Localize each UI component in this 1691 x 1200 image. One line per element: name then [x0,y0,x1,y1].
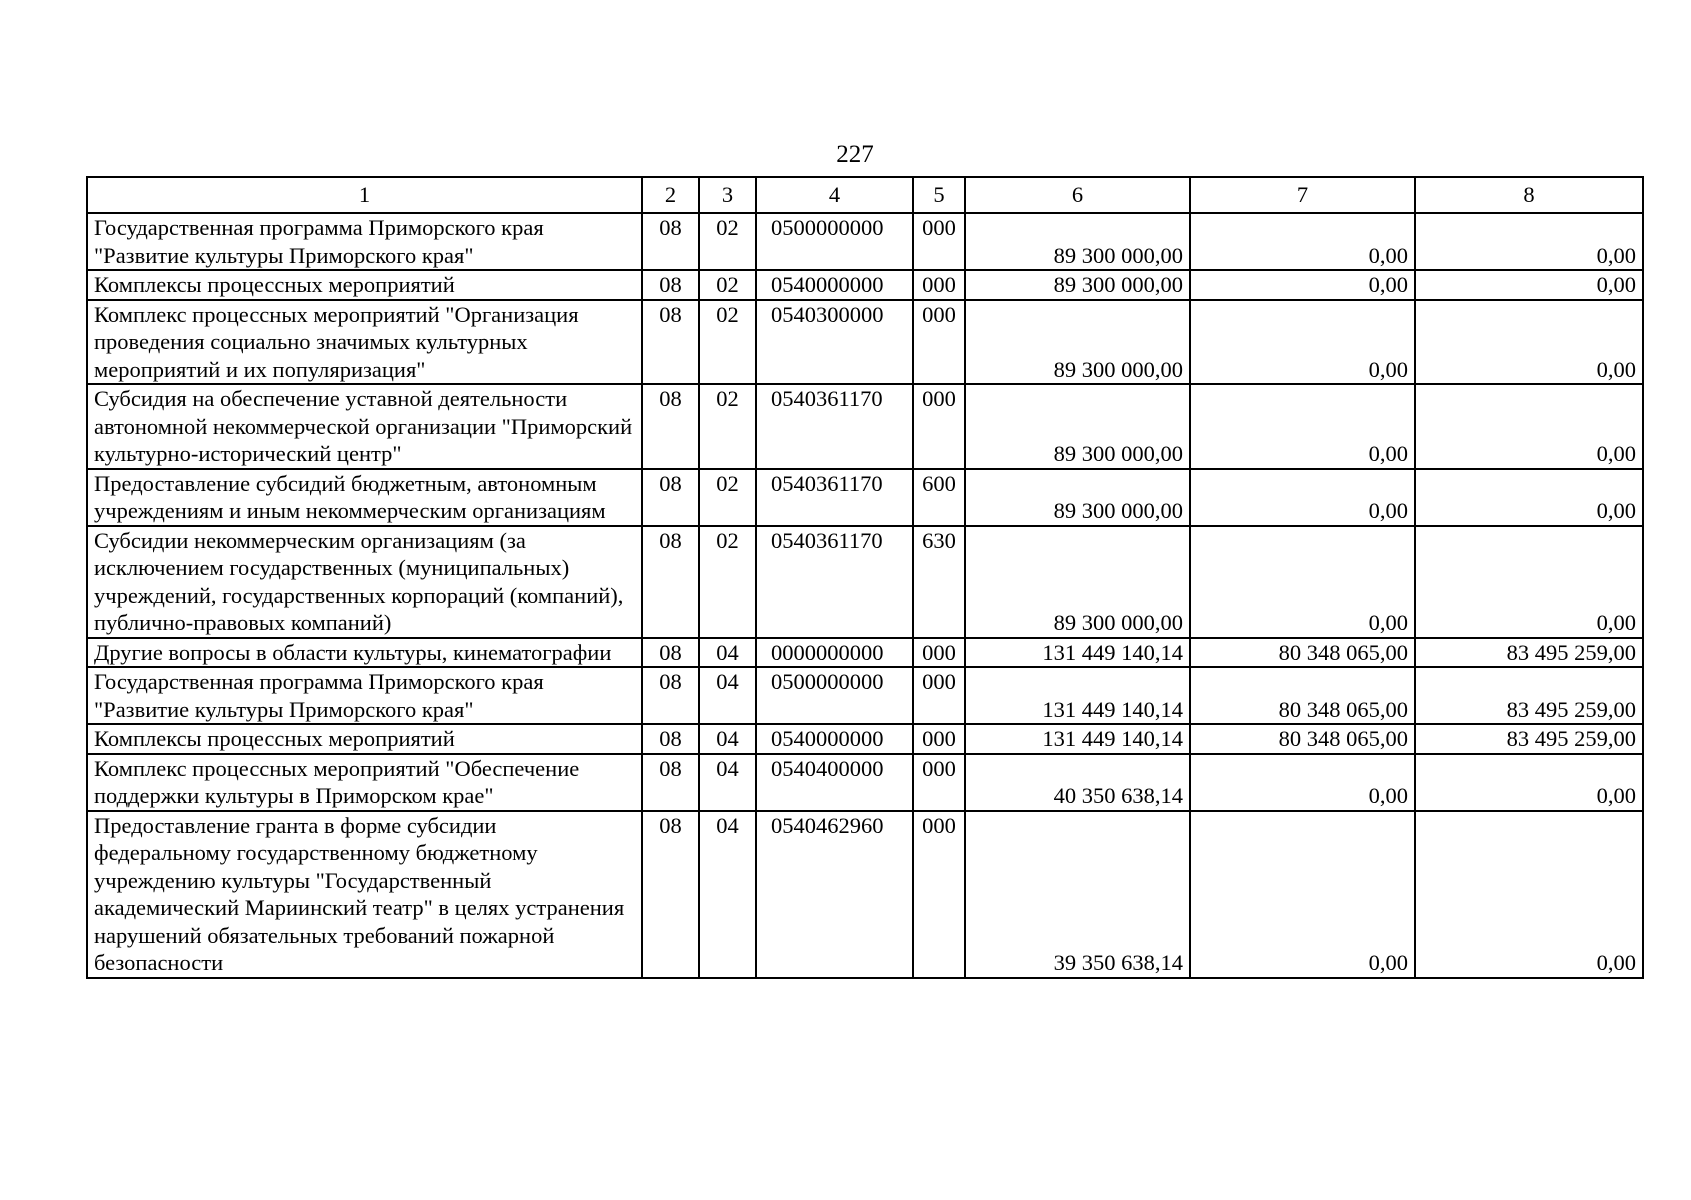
row-amount-col7-cell: 0,00 [1190,754,1415,811]
row-subsection-cell: 02 [699,300,756,385]
row-section-cell: 08 [642,638,699,668]
row-name-cell: Комплекс процессных мероприятий "Организация проведения социально значимых культурных мероприятий и их популяризация" [87,300,642,385]
table-row [87,667,1643,724]
row-amount-col6-cell: 131 449 140,14 [965,724,1190,754]
table-header-row [87,177,1643,213]
row-section-cell: 08 [642,213,699,270]
row-amount-col8-cell: 0,00 [1415,754,1643,811]
row-amount-col6-cell: 89 300 000,00 [965,469,1190,526]
header-col-5: 5 [913,177,965,213]
table-row [87,526,1643,638]
row-section-cell: 08 [642,300,699,385]
row-amount-col8-cell: 0,00 [1415,384,1643,469]
row-amount-col7-cell: 0,00 [1190,526,1415,638]
budget-table [86,176,1644,979]
row-name-cell: Государственная программа Приморского края "Развитие культуры Приморского края" [87,213,642,270]
row-section-cell: 08 [642,384,699,469]
row-target-article-cell: 0540000000 [756,724,913,754]
row-subsection-cell: 04 [699,754,756,811]
row-name-cell: Субсидия на обеспечение уставной деятельности автономной некоммерческой организации "Приморский культурно-исторический центр" [87,384,642,469]
row-name-cell: Предоставление гранта в форме субсидии федеральному государственному бюджетному учреждению культуры "Государственный академический Мариинский театр" в целях устранения нарушений обязательных требований пожарной безопасности [87,811,642,978]
row-amount-col6-cell: 131 449 140,14 [965,638,1190,668]
row-expense-type-cell: 000 [913,754,965,811]
table-row [87,754,1643,811]
row-target-article-cell: 0500000000 [756,213,913,270]
row-amount-col6-cell: 89 300 000,00 [965,270,1190,300]
row-amount-col7-cell: 0,00 [1190,384,1415,469]
header-col-8: 8 [1415,177,1643,213]
row-subsection-cell: 02 [699,270,756,300]
row-subsection-cell: 04 [699,667,756,724]
row-name-cell: Субсидии некоммерческим организациям (за исключением государственных (муниципальных) учреждений, государственных корпораций (компаний), публично-правовых компаний) [87,526,642,638]
row-amount-col6-cell: 89 300 000,00 [965,526,1190,638]
row-amount-col7-cell: 80 348 065,00 [1190,667,1415,724]
table-row [87,300,1643,385]
row-target-article-cell: 0540361170 [756,469,913,526]
row-section-cell: 08 [642,667,699,724]
row-amount-col7-cell: 0,00 [1190,469,1415,526]
header-col-1: 1 [87,177,642,213]
row-subsection-cell: 02 [699,526,756,638]
row-section-cell: 08 [642,754,699,811]
table-row [87,811,1643,978]
row-target-article-cell: 0540462960 [756,811,913,978]
row-amount-col8-cell: 0,00 [1415,270,1643,300]
row-amount-col7-cell: 80 348 065,00 [1190,724,1415,754]
row-subsection-cell: 04 [699,638,756,668]
row-subsection-cell: 02 [699,213,756,270]
row-target-article-cell: 0540361170 [756,384,913,469]
table-row [87,213,1643,270]
row-amount-col7-cell: 0,00 [1190,811,1415,978]
row-section-cell: 08 [642,724,699,754]
row-target-article-cell: 0540000000 [756,270,913,300]
row-amount-col8-cell: 0,00 [1415,526,1643,638]
row-expense-type-cell: 000 [913,667,965,724]
header-col-2: 2 [642,177,699,213]
row-expense-type-cell: 600 [913,469,965,526]
row-name-cell: Комплексы процессных мероприятий [87,270,642,300]
row-amount-col8-cell: 0,00 [1415,811,1643,978]
row-subsection-cell: 02 [699,469,756,526]
header-col-4: 4 [756,177,913,213]
row-section-cell: 08 [642,811,699,978]
row-expense-type-cell: 000 [913,213,965,270]
header-col-3: 3 [699,177,756,213]
row-subsection-cell: 04 [699,724,756,754]
row-amount-col8-cell: 0,00 [1415,469,1643,526]
row-amount-col8-cell: 0,00 [1415,300,1643,385]
table-row [87,384,1643,469]
row-section-cell: 08 [642,270,699,300]
row-name-cell: Комплексы процессных мероприятий [87,724,642,754]
header-col-7: 7 [1190,177,1415,213]
row-name-cell: Другие вопросы в области культуры, кинематографии [87,638,642,668]
row-expense-type-cell: 000 [913,638,965,668]
page-number: 227 [836,141,874,168]
row-amount-col8-cell: 83 495 259,00 [1415,667,1643,724]
row-subsection-cell: 04 [699,811,756,978]
row-section-cell: 08 [642,526,699,638]
table-row [87,638,1643,668]
row-amount-col6-cell: 39 350 638,14 [965,811,1190,978]
row-target-article-cell: 0500000000 [756,667,913,724]
row-target-article-cell: 0540400000 [756,754,913,811]
row-amount-col6-cell: 89 300 000,00 [965,300,1190,385]
row-target-article-cell: 0540361170 [756,526,913,638]
row-section-cell: 08 [642,469,699,526]
row-amount-col8-cell: 0,00 [1415,213,1643,270]
row-target-article-cell: 0000000000 [756,638,913,668]
row-amount-col6-cell: 89 300 000,00 [965,213,1190,270]
row-amount-col6-cell: 40 350 638,14 [965,754,1190,811]
row-name-cell: Комплекс процессных мероприятий "Обеспечение поддержки культуры в Приморском крае" [87,754,642,811]
row-subsection-cell: 02 [699,384,756,469]
row-amount-col8-cell: 83 495 259,00 [1415,638,1643,668]
row-expense-type-cell: 630 [913,526,965,638]
table-row [87,724,1643,754]
row-target-article-cell: 0540300000 [756,300,913,385]
row-expense-type-cell: 000 [913,724,965,754]
row-amount-col7-cell: 0,00 [1190,213,1415,270]
header-col-6: 6 [965,177,1190,213]
row-expense-type-cell: 000 [913,384,965,469]
table-row [87,270,1643,300]
row-name-cell: Предоставление субсидий бюджетным, автономным учреждениям и иным некоммерческим организациям [87,469,642,526]
row-expense-type-cell: 000 [913,270,965,300]
row-amount-col6-cell: 131 449 140,14 [965,667,1190,724]
row-amount-col6-cell: 89 300 000,00 [965,384,1190,469]
row-amount-col8-cell: 83 495 259,00 [1415,724,1643,754]
row-name-cell: Государственная программа Приморского края "Развитие культуры Приморского края" [87,667,642,724]
row-amount-col7-cell: 80 348 065,00 [1190,638,1415,668]
row-expense-type-cell: 000 [913,300,965,385]
row-amount-col7-cell: 0,00 [1190,300,1415,385]
row-expense-type-cell: 000 [913,811,965,978]
row-amount-col7-cell: 0,00 [1190,270,1415,300]
table-row [87,469,1643,526]
